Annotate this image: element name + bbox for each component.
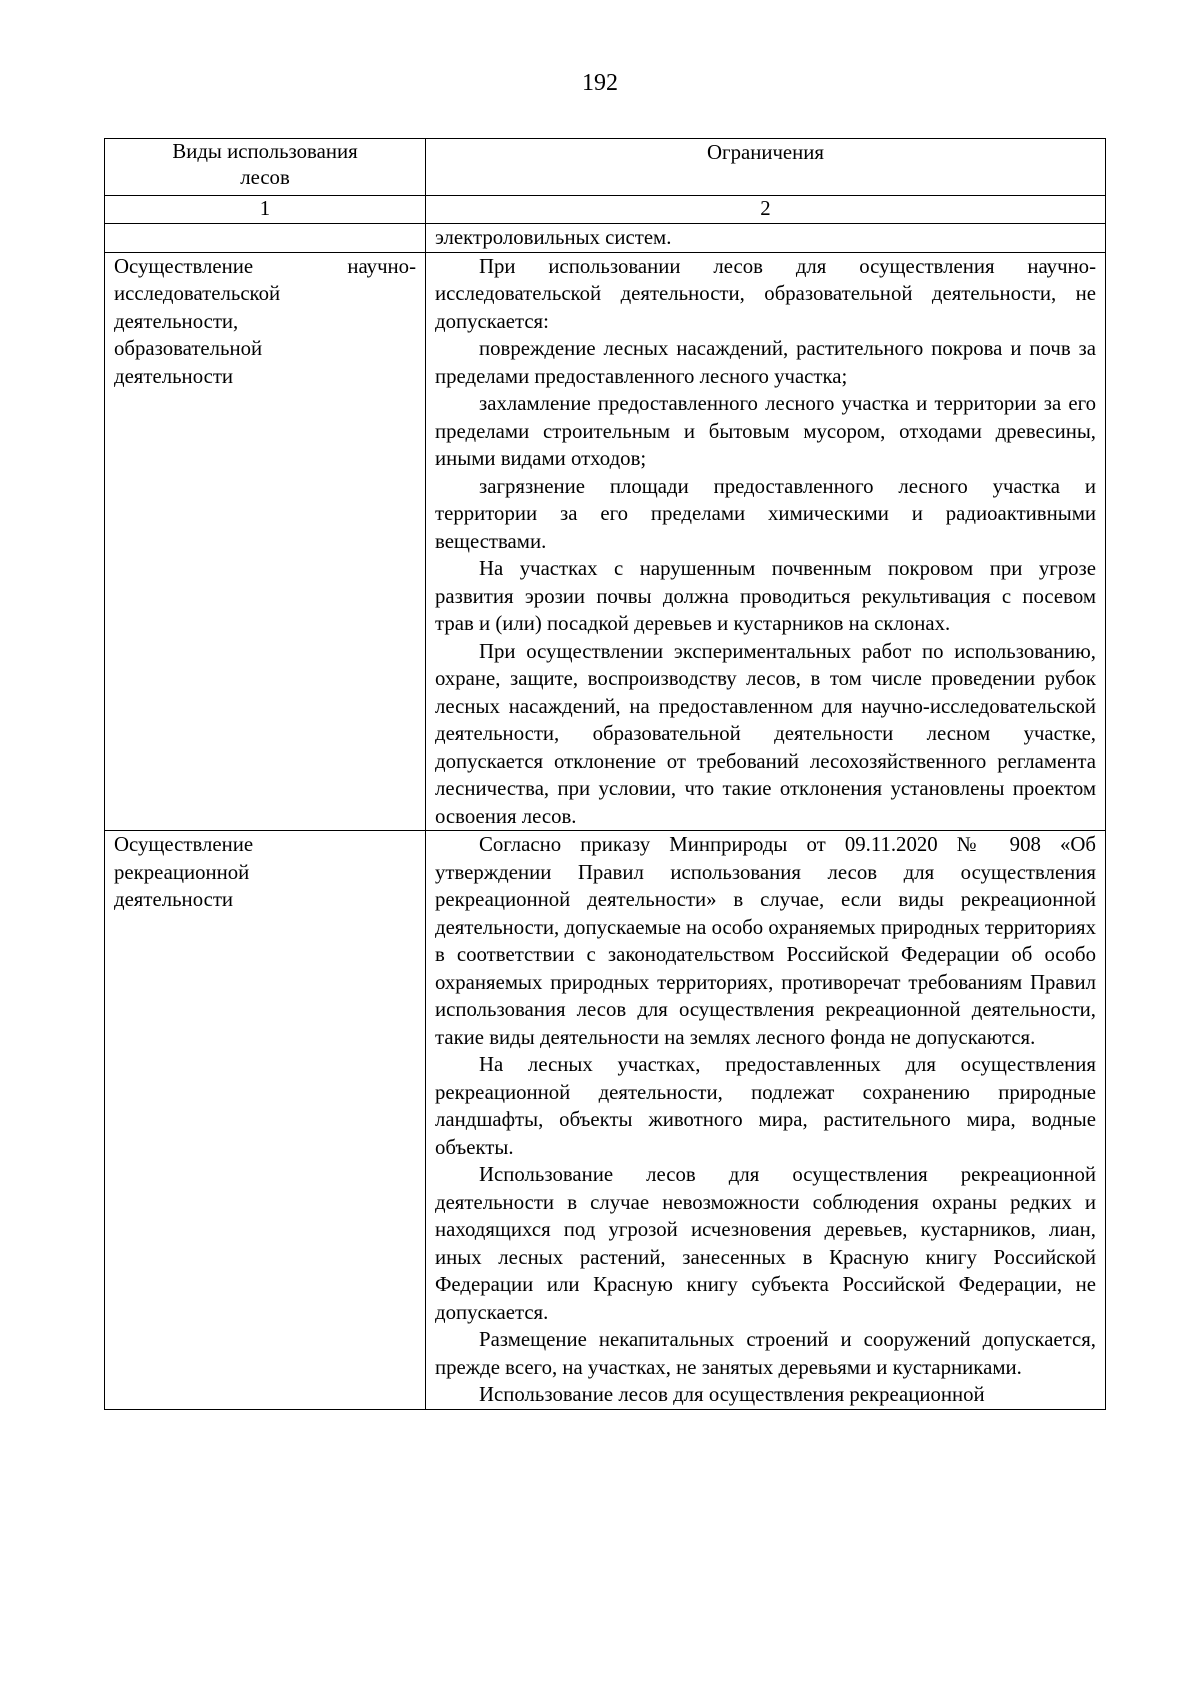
table-row-continuation	[105, 224, 1106, 253]
use-type-line: рекреационной	[114, 860, 250, 884]
restriction-paragraph: повреждение лесных насаждений, растительного покрова и почв за пределами предоставленного лесного участка;	[435, 337, 1096, 388]
header-restrictions: Ограничения	[426, 139, 1106, 196]
header-forest-use-types	[105, 139, 426, 196]
restriction-paragraph: При осуществлении экспериментальных работ по использованию, охране, защите, воспроизводству лесов, в том числе проведении рубок лесных насаждений, на предоставленном для научно-исследовательской деятельности, образовательной деятельности лесном участке, допускается отклонение от требований лесохозяйственного регламента лесничества, при условии, что такие отклонения установлены проектом освоения лесов.	[435, 639, 1096, 828]
restriction-paragraph: Использование лесов для осуществления рекреационной деятельности в случае невозможности соблюдения охраны редких и находящихся под угрозой исчезновения деревьев, кустарников, лиан, иных лесных растений, занесенных в Красную книгу Российской Федерации или Красную книгу субъекта Российской Федерации, не допускается.	[435, 1163, 1096, 1324]
use-type-line: деятельности,	[114, 309, 239, 333]
use-type-cell	[105, 831, 426, 1410]
restrictions-cell	[426, 252, 1106, 831]
use-type-line: исследовательской	[114, 282, 281, 305]
column-number-1: 1	[105, 196, 426, 224]
table-row-research	[105, 252, 1106, 831]
column-number-2: 2	[426, 196, 1106, 224]
restriction-paragraph: При использовании лесов для осуществления научно-исследовательской деятельности, образовательной деятельности, не допускается:	[435, 254, 1096, 333]
restriction-paragraph: загрязнение площади предоставленного лесного участка и территории за его пределами химическими и радиоактивными веществами.	[435, 474, 1096, 553]
header-col1-line: лесов	[240, 166, 290, 189]
continuation-cell	[426, 224, 1106, 253]
column-number-row	[105, 196, 1106, 224]
use-type-line: деятельности	[114, 364, 234, 388]
restriction-paragraph: На участках с нарушенным почвенным покровом при угрозе развития эрозии почвы должна проводиться рекультивация с посевом трав и (или) посадкой деревьев и кустарников на склонах.	[435, 557, 1096, 635]
restriction-paragraph: захламление предоставленного лесного участка и территории за его пределами строительным и бытовым мусором, отходами древесины, иными видами отходов;	[435, 392, 1096, 470]
table-header-row	[105, 139, 1106, 196]
use-type-line: деятельности	[114, 888, 234, 911]
use-type-line: Осуществление научно-	[114, 254, 416, 278]
restriction-paragraph: Согласно приказу Минприроды от 09.11.2020 № 908 «Об утверждении Правил использования лесов для осуществления рекреационной деятельности» в случае, если виды рекреационной деятельности, допускаемые на особо охраняемых природных территориях в соответствии с законодательством Российской Федерации об особо охраняемых природных территориях, противоречат требованиям Правил использования лесов для осуществления рекреационной деятельности, такие виды деятельности на землях лесного фонда не допускаются.	[435, 833, 1096, 1049]
use-type-line: образовательной	[114, 337, 263, 360]
header-col1-line: Виды использования	[172, 140, 358, 163]
restriction-paragraph: Размещение некапитальных строений и сооружений допускается, прежде всего, на участках, не занятых деревьями и кустарниками.	[435, 1328, 1096, 1379]
table-row-recreation	[105, 831, 1106, 1410]
empty-cell	[105, 224, 426, 253]
use-type-line: Осуществление	[114, 833, 254, 856]
continuation-text: электроловильных систем.	[435, 226, 672, 249]
use-type-cell	[105, 252, 426, 831]
restrictions-cell	[426, 831, 1106, 1410]
restriction-paragraph: На лесных участках, предоставленных для осуществления рекреационной деятельности, подлежат сохранению природные ландшафты, объекты животного мира, растительного мира, водные объекты.	[435, 1053, 1096, 1159]
restriction-paragraph: Использование лесов для осуществления рекреационной	[479, 1383, 985, 1406]
page-number: 192	[582, 70, 618, 96]
restrictions-table	[104, 138, 1106, 1410]
